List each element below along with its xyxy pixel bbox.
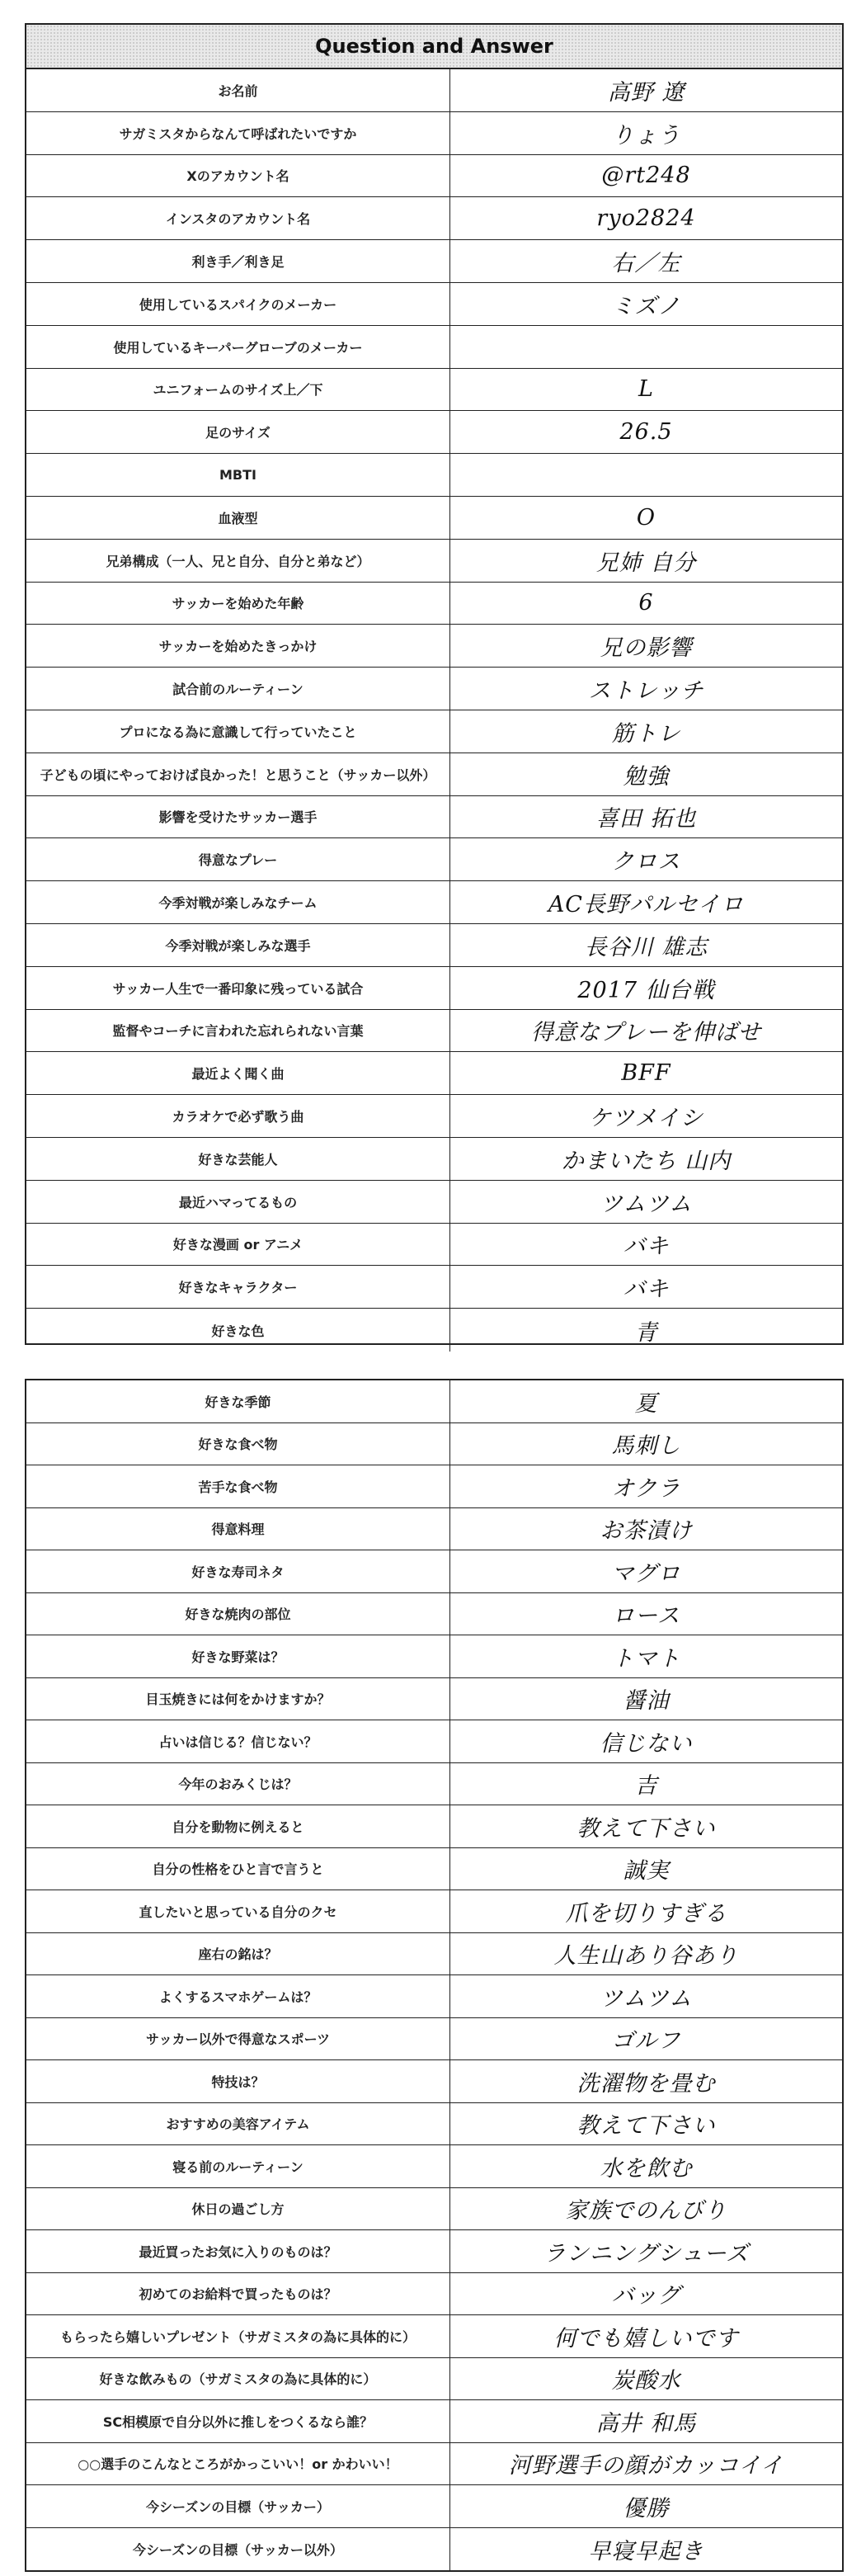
question-label: もらったら嬉しいプレゼント（サガミスタの為に具体的に） xyxy=(26,2315,450,2357)
answer-text: 何でも嬉しいです xyxy=(553,2325,739,2352)
question-label: 今季対戦が楽しみなチーム xyxy=(26,881,450,923)
question-label: SC相模原で自分以外に推しをつくるなら誰？ xyxy=(26,2400,450,2442)
answer-text: 早寝早起き xyxy=(588,2538,704,2564)
answer-text: O xyxy=(636,504,656,531)
qa-row xyxy=(26,240,842,283)
qa-row xyxy=(26,710,842,753)
answer-text: 信じない xyxy=(600,1730,693,1757)
answer-text: 得意なプレーを伸ばせ xyxy=(531,1020,761,1046)
qa-sheet-1 xyxy=(25,23,844,1345)
qa-row xyxy=(26,411,842,454)
qa-row xyxy=(26,2358,842,2401)
answer-text: 高野 遼 xyxy=(607,79,685,106)
answer-text: 兄の影響 xyxy=(600,635,693,662)
answer-text: 馬刺し xyxy=(611,1433,681,1460)
answer-text: ryo2824 xyxy=(596,205,696,232)
answer-text: ケツメイシ xyxy=(589,1106,703,1132)
question-label: 使用しているキーパーグローブのメーカー xyxy=(26,326,450,368)
qa-row xyxy=(26,326,842,369)
qa-row xyxy=(26,1309,842,1352)
qa-row xyxy=(26,2485,842,2528)
qa-row xyxy=(26,1095,842,1138)
answer-text: バキ xyxy=(623,1276,670,1303)
question-label: 好きな野菜は？ xyxy=(26,1635,450,1677)
answer-text: 爪を切りすぎる xyxy=(565,1900,727,1927)
qa-row xyxy=(26,1720,842,1763)
question-label: 得意なプレー xyxy=(26,838,450,880)
qa-row xyxy=(26,1848,842,1891)
qa-row xyxy=(26,497,842,540)
qa-row xyxy=(26,2188,842,2231)
answer-text: ロース xyxy=(612,1603,680,1630)
qa-row xyxy=(26,1423,842,1466)
question-label: おすすめの美容アイテム xyxy=(26,2103,450,2145)
question-label: 最近買ったお気に入りのものは？ xyxy=(26,2230,450,2272)
answer-text: 吉 xyxy=(634,1773,658,1800)
question-label: 好きな食べ物 xyxy=(26,1423,450,1465)
qa-row xyxy=(26,668,842,710)
answer-text: トマト xyxy=(611,1645,681,1672)
qa-row xyxy=(26,2400,842,2443)
qa-row xyxy=(26,369,842,412)
answer-text xyxy=(450,326,842,368)
qa-rows xyxy=(26,1380,842,2570)
question-label: Xのアカウント名 xyxy=(26,155,450,197)
question-label: 初めてのお給料で買ったものは？ xyxy=(26,2273,450,2315)
question-label: 最近ハマってるもの xyxy=(26,1181,450,1223)
question-label: サッカーを始めた年齢 xyxy=(26,583,450,625)
qa-row xyxy=(26,1593,842,1636)
qa-row xyxy=(26,1805,842,1848)
qa-row xyxy=(26,1975,842,2018)
question-label: ユニフォームのサイズ上／下 xyxy=(26,369,450,411)
qa-row xyxy=(26,1138,842,1181)
answer-text: 勉強 xyxy=(623,763,670,790)
qa-row xyxy=(26,1890,842,1933)
question-label: 休日の過ごし方 xyxy=(26,2188,450,2230)
question-label: 足のサイズ xyxy=(26,411,450,453)
answer-text: 高井 和馬 xyxy=(595,2410,697,2437)
question-label: MBTI xyxy=(26,454,450,496)
qa-row xyxy=(26,69,842,112)
answer-text: BFF xyxy=(621,1060,671,1087)
answer-text xyxy=(450,454,842,496)
question-label: 血液型 xyxy=(26,497,450,539)
answer-text: マグロ xyxy=(611,1560,681,1587)
qa-row xyxy=(26,112,842,155)
answer-text: ミズノ xyxy=(611,293,681,319)
answer-text: 夏 xyxy=(634,1390,658,1417)
answer-text: クロス xyxy=(611,849,681,875)
qa-row xyxy=(26,1224,842,1267)
answer-text: 洗濯物を畳む xyxy=(576,2070,716,2097)
qa-row xyxy=(26,283,842,326)
qa-row xyxy=(26,1380,842,1423)
qa-row xyxy=(26,1933,842,1976)
question-label: 目玉焼きには何をかけますか？ xyxy=(26,1678,450,1720)
answer-text: オクラ xyxy=(611,1475,681,1502)
answer-text: かまいたち 山内 xyxy=(561,1148,732,1174)
answer-text: 教えて下さい xyxy=(576,1815,716,1842)
answer-text: ランニングシューズ xyxy=(543,2240,750,2267)
question-label: 苦手な食べ物 xyxy=(26,1465,450,1507)
question-label: サッカー人生で一番印象に残っている試合 xyxy=(26,967,450,1009)
question-label: サガミスタからなんて呼ばれたいですか xyxy=(26,112,450,154)
answer-text: 6 xyxy=(638,590,654,616)
qa-row xyxy=(26,197,842,240)
qa-row xyxy=(26,2443,842,2486)
question-label: インスタのアカウント名 xyxy=(26,197,450,239)
question-label: 得意料理 xyxy=(26,1508,450,1550)
answer-text: 教えて下さい xyxy=(576,2113,716,2140)
answer-text: L xyxy=(638,376,654,403)
question-label: 自分を動物に例えると xyxy=(26,1805,450,1847)
question-label: 特技は？ xyxy=(26,2060,450,2102)
answer-text: 誠実 xyxy=(623,1858,670,1885)
qa-row xyxy=(26,2315,842,2358)
answer-text: 家族でのんびり xyxy=(565,2198,727,2225)
question-label: 兄弟構成（一人、兄と自分、自分と弟など） xyxy=(26,540,450,582)
answer-text: 炭酸水 xyxy=(611,2368,681,2394)
answer-text: AC長野パルセイロ xyxy=(548,892,745,918)
question-label: ○○選手のこんなところがかっこいい！or かわいい！ xyxy=(26,2443,450,2485)
answer-text: 右／左 xyxy=(611,251,681,277)
qa-rows xyxy=(26,69,842,1352)
question-label: プロになる為に意識して行っていたこと xyxy=(26,710,450,753)
qa-row xyxy=(26,1508,842,1551)
qa-row xyxy=(26,2145,842,2188)
question-label: 好きな飲みもの（サガミスタの為に具体的に） xyxy=(26,2358,450,2400)
question-label: 今シーズンの目標（サッカー） xyxy=(26,2485,450,2527)
question-label: 監督やコーチに言われた忘れられない言葉 xyxy=(26,1010,450,1052)
qa-row xyxy=(26,454,842,497)
answer-text: 青 xyxy=(634,1319,658,1346)
qa-row xyxy=(26,1635,842,1678)
answer-text: 河野選手の顔がカッコイイ xyxy=(508,2453,784,2479)
answer-text: 26.5 xyxy=(619,419,673,446)
answer-text: バッグ xyxy=(611,2283,681,2309)
question-label: 直したいと思っている自分のクセ xyxy=(26,1890,450,1932)
answer-text: 醤油 xyxy=(623,1688,670,1715)
qa-row xyxy=(26,2103,842,2146)
qa-row xyxy=(26,155,842,198)
qa-row xyxy=(26,796,842,839)
answer-text: りょう xyxy=(611,122,681,149)
question-label: 好きな寿司ネタ xyxy=(26,1550,450,1592)
answer-text: ツムツム xyxy=(600,1191,693,1217)
qa-row xyxy=(26,625,842,668)
question-label: 寝る前のルーティーン xyxy=(26,2145,450,2187)
qa-row xyxy=(26,583,842,625)
question-label: 好きな焼肉の部位 xyxy=(26,1593,450,1635)
question-label: サッカー以外で得意なスポーツ xyxy=(26,2018,450,2060)
qa-row xyxy=(26,2230,842,2273)
question-label: 今シーズンの目標（サッカー以外） xyxy=(26,2528,450,2571)
answer-text: お茶漬け xyxy=(600,1518,693,1545)
question-label: 試合前のルーティーン xyxy=(26,668,450,710)
answer-text: 長谷川 雄志 xyxy=(584,934,708,960)
question-label: 子どもの頃にやっておけば良かった！と思うこと（サッカー以外） xyxy=(26,753,450,795)
answer-text: 優勝 xyxy=(623,2495,670,2522)
question-label: 好きな漫画 or アニメ xyxy=(26,1224,450,1266)
qa-row xyxy=(26,1010,842,1053)
question-label: サッカーを始めたきっかけ xyxy=(26,625,450,667)
answer-text: ストレッチ xyxy=(588,678,704,705)
qa-row xyxy=(26,924,842,967)
question-label: 最近よく聞く曲 xyxy=(26,1052,450,1094)
qa-row xyxy=(26,881,842,924)
answer-text: 筋トレ xyxy=(611,720,681,747)
question-label: 座右の銘は？ xyxy=(26,1933,450,1975)
answer-text: ゴルフ xyxy=(611,2028,681,2055)
question-label: 自分の性格をひと言で言うと xyxy=(26,1848,450,1890)
question-label: 好きなキャラクター xyxy=(26,1266,450,1308)
question-label: 占いは信じる？信じない？ xyxy=(26,1720,450,1762)
answer-text: ツムツム xyxy=(600,1985,693,2012)
qa-row xyxy=(26,1763,842,1806)
qa-row xyxy=(26,540,842,583)
question-label: 利き手／利き足 xyxy=(26,240,450,282)
question-label: 影響を受けたサッカー選手 xyxy=(26,796,450,838)
question-label: 好きな季節 xyxy=(26,1380,450,1422)
answer-text: 喜田 拓也 xyxy=(595,806,697,833)
qa-row xyxy=(26,838,842,881)
question-label: お名前 xyxy=(26,69,450,111)
qa-sheet-2 xyxy=(25,1379,844,2572)
answer-text: 2017 仙台戦 xyxy=(577,977,715,1003)
question-label: 好きな色 xyxy=(26,1309,450,1352)
question-label: 今年のおみくじは？ xyxy=(26,1763,450,1805)
answer-text: 人生山あり谷あり xyxy=(553,1943,739,1970)
question-label: 今季対戦が楽しみな選手 xyxy=(26,924,450,966)
qa-row xyxy=(26,1678,842,1721)
qa-row xyxy=(26,967,842,1010)
answer-text: @rt248 xyxy=(601,163,691,189)
question-label: 好きな芸能人 xyxy=(26,1138,450,1180)
qa-row xyxy=(26,2060,842,2103)
sheet-title: Question and Answer xyxy=(26,25,842,69)
qa-row xyxy=(26,1181,842,1224)
answer-text: 水を飲む xyxy=(600,2155,693,2182)
qa-row xyxy=(26,1465,842,1508)
qa-row xyxy=(26,1052,842,1095)
question-label: よくするスマホゲームは？ xyxy=(26,1975,450,2017)
qa-row xyxy=(26,2018,842,2061)
answer-text: 兄姉 自分 xyxy=(595,550,697,576)
answer-text: バキ xyxy=(623,1234,670,1260)
question-label: カラオケで必ず歌う曲 xyxy=(26,1095,450,1137)
qa-row xyxy=(26,1266,842,1309)
qa-row xyxy=(26,2273,842,2316)
qa-row xyxy=(26,1550,842,1593)
question-label: 使用しているスパイクのメーカー xyxy=(26,283,450,325)
qa-row xyxy=(26,2528,842,2571)
qa-row xyxy=(26,753,842,796)
